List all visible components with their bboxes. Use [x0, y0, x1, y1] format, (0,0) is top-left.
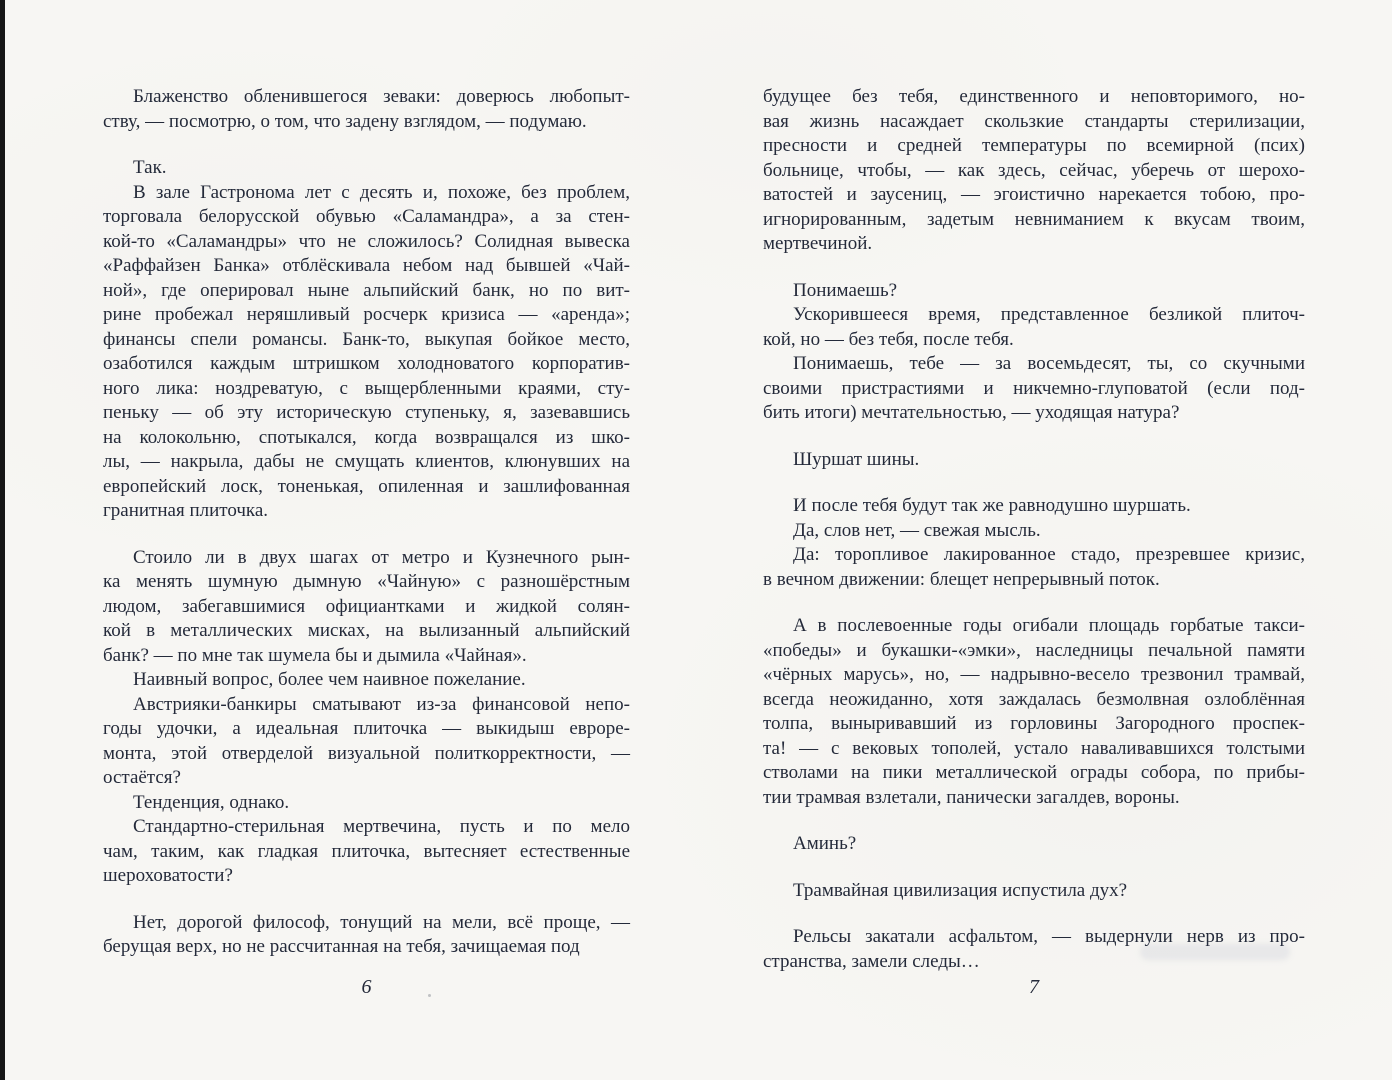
text-line: кой-то «Саламандры» что не сложилось? Солидная вывеска	[103, 230, 630, 252]
text-line: Понимаешь, тебе — за восемьдесят, ты, со скучными	[793, 353, 1305, 374]
text-line: Трамвайная цивилизация испустила дух?	[793, 879, 1128, 901]
paragraph	[103, 181, 630, 524]
text-line: финансы спели романсы. Банк-то, выкупая бойкое место,	[103, 328, 630, 350]
text-line: Понимаешь?	[793, 279, 898, 301]
text-line: на колокольню, спотыкался, когда возвращался из шко-	[103, 426, 630, 448]
paragraph	[103, 693, 630, 791]
paragraph	[103, 815, 630, 889]
text-line: стволами на пики металлической ограды собора, по прибы-	[763, 762, 1305, 783]
text-line: толпа, выныривавший из горловины Загородного проспек-	[763, 713, 1305, 734]
text-line: Аминь?	[793, 833, 857, 854]
show-through-smudge	[1140, 944, 1290, 960]
text-line: торговала белорусской обувью «Саламандра», а за стен-	[103, 206, 630, 227]
text-line: ной», где оперировал ныне альпийский банк, но по вит-	[103, 279, 630, 301]
paragraph	[763, 279, 1305, 304]
text-line: В зале Гастронома лет с десять и, похоже, без проблем,	[133, 181, 630, 203]
text-line: игнорированным, задетым невниманием к вкусам твоим,	[763, 208, 1305, 230]
paragraph	[103, 668, 630, 693]
text-line: озаботился каждым штришком холодноватого корпоратив-	[103, 353, 630, 374]
text-line: Да: торопливое лакированное стадо, презревшее кризис,	[793, 544, 1305, 565]
text-line: ватостей и заусениц, — эгоистично нарекается тобою, про-	[763, 184, 1305, 205]
text-line: кой, но — без тебя, после тебя.	[763, 328, 1014, 350]
text-line: монта, этой отверделой визуальной политкорректности, —	[103, 742, 630, 764]
text-line: кой в металлических мисках, на вылизанный альпийский	[103, 620, 630, 641]
text-line: бить итоги) мечтательностью, — уходящая натура?	[763, 402, 1180, 423]
paragraph	[763, 494, 1305, 519]
text-line: ка менять шумную дымную «Чайную» с разношёрстным	[103, 571, 630, 592]
text-line: Австрияки-банкиры сматывают из-за финансовой непо-	[133, 693, 630, 715]
text-line: тии трамвая взлетали, панически загалдев, вороны.	[763, 786, 1180, 808]
paragraph	[763, 519, 1305, 544]
text-line: берущая верх, но не рассчитанная на тебя, зачищаемая под	[103, 936, 580, 957]
paragraph	[763, 832, 1305, 857]
text-line: пеньку — об эту историческую ступеньку, я, зазевавшись	[103, 402, 630, 423]
text-line: Блаженство обленившегося зеваки: доверюсь любопыт-	[133, 86, 630, 107]
page-number-left: 6	[361, 976, 372, 998]
text-line: чам, таким, как гладкая плиточка, вытесняет естественные	[103, 840, 630, 862]
text-line: А в послевоенные годы огибали площадь горбатые такси-	[793, 615, 1305, 636]
text-line: Тенденция, однако.	[133, 791, 290, 813]
text-line: пресности и средней температуры по всемирной (псих)	[763, 135, 1305, 156]
text-line: в вечном движении: блещет непрерывный поток.	[763, 568, 1160, 590]
page-number-right: 7	[1029, 976, 1039, 998]
scan-speck	[428, 994, 431, 997]
paragraph	[763, 448, 1305, 473]
text-line: банк? — по мне так шумела бы и дымила «Чайная».	[103, 644, 527, 666]
book-page-right	[763, 85, 1305, 974]
text-line: Ускорившееся время, представленное безликой плиточ-	[793, 304, 1305, 325]
paragraph	[763, 85, 1305, 257]
text-line: своими пристрастиями и никчемно-глуповатой (если под-	[763, 377, 1305, 399]
text-line: шероховатости?	[103, 865, 233, 886]
text-line: людом, забегавшимися официантками и жидкой солян-	[103, 595, 630, 617]
paragraph	[103, 791, 630, 816]
text-line: больнице, чтобы, — как здесь, сейчас, уберечь от шерохо-	[763, 159, 1305, 181]
text-line: ству, — посмотрю, о том, что задену взглядом, — подумаю.	[103, 110, 587, 132]
text-line: мертвечиной.	[763, 233, 873, 254]
text-line: гранитная плиточка.	[103, 500, 269, 521]
text-line: остаётся?	[103, 767, 181, 788]
text-line: Стоило ли в двух шагах от метро и Кузнечного рын-	[133, 546, 630, 568]
text-line: годы удочки, а идеальная плиточка — выкидыш евроре-	[103, 718, 630, 739]
book-page-left	[103, 85, 630, 960]
paragraph	[763, 352, 1305, 426]
paragraph	[103, 156, 630, 181]
text-line: Так.	[133, 157, 167, 178]
text-line: Шуршат шины.	[793, 448, 920, 470]
text-line: «Раффайзен Банка» отблёскивала небом над бывшей «Чай-	[103, 255, 630, 276]
text-line: будущее без тебя, единственного и неповторимого, но-	[763, 86, 1305, 107]
text-line: И после тебя будут так же равнодушно шуршать.	[793, 495, 1191, 516]
text-line: Рельсы закатали асфальтом, — выдернули нерв из про-	[793, 926, 1305, 947]
paragraph	[763, 879, 1305, 904]
text-line: ного лика: ноздреватую, с выщербленными краями, сту-	[103, 377, 630, 399]
text-line: Стандартно-стерильная мертвечина, пусть и по мело	[133, 816, 630, 837]
text-line: Наивный вопрос, более чем наивное пожелание.	[133, 669, 526, 690]
paragraph	[103, 911, 630, 960]
paragraph	[103, 85, 630, 134]
text-line: всегда неожиданно, хотя заждалась безмолвная озлоблённая	[763, 688, 1305, 710]
paragraph	[763, 543, 1305, 592]
paragraph	[763, 303, 1305, 352]
text-line: «победы» и букашки-«эмки», наследницы печальной памяти	[763, 639, 1305, 661]
paragraph	[763, 614, 1305, 810]
paragraph	[103, 546, 630, 669]
text-line: «чёрных марусь», но, — надрывно-весело трезвонил трамвай,	[763, 664, 1305, 685]
text-line: вая жизнь насаждает скользкие стандарты стерилизации,	[763, 110, 1305, 132]
text-line: Да, слов нет, — свежая мысль.	[793, 519, 1041, 541]
text-line: рине пробежал неряшливый росчерк кризиса — «аренда»;	[103, 304, 630, 325]
scan-edge-bar	[0, 0, 5, 1080]
text-line: лы, — накрыла, дабы не смущать клиентов, клюнувших на	[103, 451, 630, 472]
text-line: та! — с вековых тополей, устало наваливавшихся толстыми	[763, 737, 1305, 759]
text-line: Нет, дорогой философ, тонущий на мели, всё проще, —	[133, 911, 630, 933]
text-line: европейский лоск, тоненькая, опиленная и зашлифованная	[103, 475, 630, 497]
text-line: странства, замели следы…	[763, 950, 980, 972]
